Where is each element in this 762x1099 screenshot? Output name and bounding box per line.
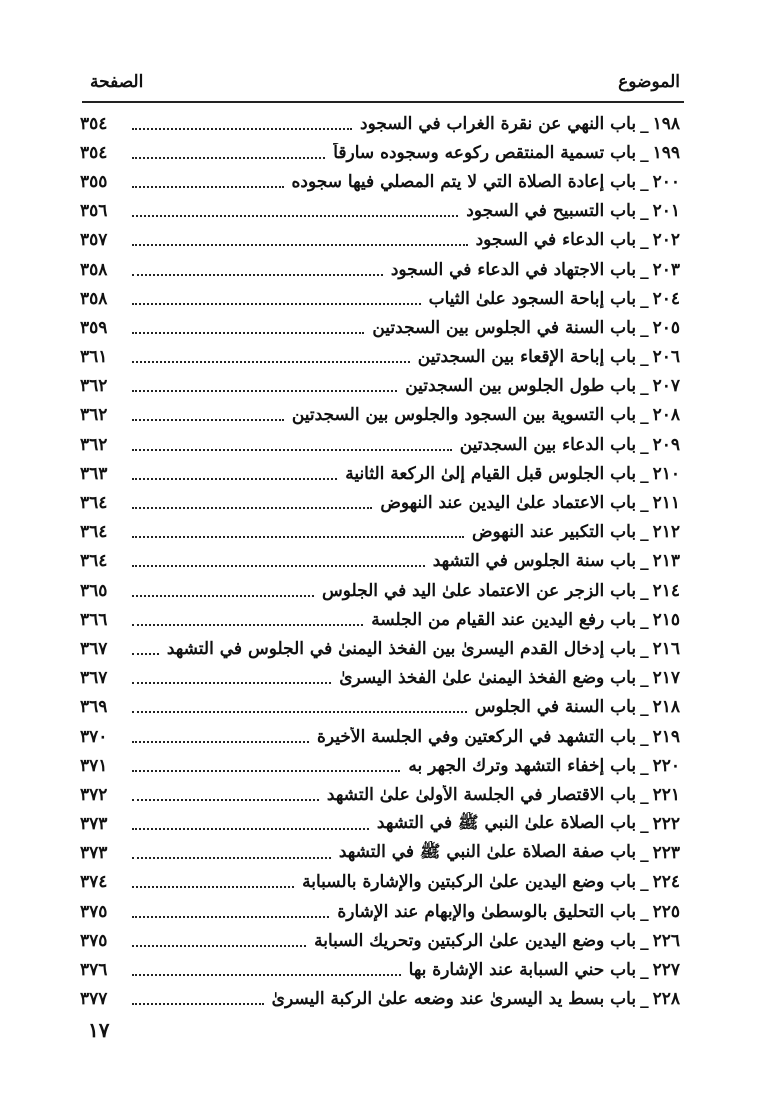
entry-dash: _ (640, 522, 649, 543)
entry-title: باب الاعتماد علىٰ اليدين عند النهوض (380, 493, 637, 514)
entry-page-number: ٣٦٤ (80, 522, 108, 543)
dot-leader (132, 916, 329, 918)
dot-leader (132, 536, 464, 538)
entry-dash: _ (640, 755, 649, 776)
entry-dash: _ (640, 347, 649, 368)
dot-leader (132, 128, 352, 130)
entry-page-number: ٣٥٥ (80, 171, 108, 192)
entry-title: باب وضع اليدين علىٰ الركبتين والإشارة بالسبابة (302, 872, 637, 893)
entry-number: ٢١٩ (652, 726, 680, 747)
entry-number: ٢٢١ (652, 784, 680, 805)
entry-page-number: ٣٦٧ (80, 668, 108, 689)
dot-leader (132, 974, 401, 976)
dot-leader (132, 449, 452, 451)
dot-leader (132, 186, 284, 188)
toc-entry (80, 780, 680, 809)
entry-dash: _ (640, 434, 649, 455)
entry-dash: _ (640, 872, 649, 893)
dot-leader (132, 157, 325, 159)
entry-title: باب السنة في الجلوس (474, 697, 637, 718)
entry-page-number: ٣٧٣ (80, 843, 108, 864)
entry-number: ١٩٩ (652, 142, 680, 163)
toc-entry (80, 488, 680, 517)
toc-entry (80, 313, 680, 342)
entry-page-number: ٣٦٢ (80, 405, 108, 426)
dot-leader (132, 828, 369, 830)
entry-number: ٢٢٦ (652, 930, 680, 951)
toc-entry (80, 926, 680, 955)
entry-number: ٢٠٢ (652, 230, 680, 251)
entry-dash: _ (640, 551, 649, 572)
entry-number: ٢٠٩ (652, 434, 680, 455)
entry-dash: _ (640, 463, 649, 484)
entry-title: باب حني السبابة عند الإشارة بها (408, 960, 637, 981)
entry-page-number: ٣٧٤ (80, 872, 108, 893)
entry-number: ٢١٢ (652, 522, 680, 543)
toc-entry (80, 430, 680, 459)
toc-entry (80, 897, 680, 926)
entry-title: باب الاجتهاد في الدعاء في السجود (390, 259, 637, 280)
entry-number: ٢١١ (652, 493, 680, 514)
entry-dash: _ (640, 201, 649, 222)
entry-title: باب تسمية المنتقص ركوعه وسجوده سارقاً (333, 142, 637, 163)
dot-leader (132, 332, 364, 334)
dot-leader (132, 741, 309, 743)
entry-number: ٢٠٠ (652, 171, 680, 192)
entry-title: باب الزجر عن الاعتماد علىٰ اليد في الجلوس (321, 580, 637, 601)
entry-number: ٢٠١ (652, 201, 680, 222)
toc-entry (80, 868, 680, 897)
entry-title: باب إخفاء التشهد وترك الجهر به (408, 755, 637, 776)
entry-number: ٢٠٧ (652, 376, 680, 397)
header-rule (82, 101, 684, 103)
entry-dash: _ (640, 259, 649, 280)
toc-entry (80, 547, 680, 576)
entry-dash: _ (640, 317, 649, 338)
dot-leader (132, 857, 331, 859)
toc-entry (80, 343, 680, 372)
toc-entry (80, 634, 680, 663)
page-column-label: الصفحة (90, 72, 144, 92)
entry-title: باب التسوية بين السجود والجلوس بين السجدتين (291, 405, 637, 426)
dot-leader (132, 595, 314, 597)
entry-title: باب إعادة الصلاة التي لا يتم المصلي فيها سجوده (291, 171, 637, 192)
entry-dash: _ (640, 171, 649, 192)
entry-page-number: ٣٧٢ (80, 784, 108, 805)
dot-leader (132, 215, 458, 217)
entry-dash: _ (640, 784, 649, 805)
entry-title: باب صفة الصلاة علىٰ النبي ﷺ في التشهد (338, 841, 637, 862)
entry-page-number: ٣٦٣ (80, 463, 108, 484)
entry-title: باب وضع اليدين علىٰ الركبتين وتحريك السبابة (314, 930, 637, 951)
entry-number: ٢٢٢ (652, 814, 680, 835)
entry-number: ٢٠٣ (652, 259, 680, 280)
toc-entry (80, 255, 680, 284)
entry-dash: _ (640, 697, 649, 718)
entry-dash: _ (640, 960, 649, 981)
entry-number: ٢٢٧ (652, 960, 680, 981)
entry-title: باب إباحة السجود علىٰ الثياب (428, 288, 637, 309)
dot-leader (132, 711, 467, 713)
entry-page-number: ٣٥٨ (80, 288, 108, 309)
entry-page-number: ٣٧١ (80, 755, 108, 776)
entry-number: ٢١٧ (652, 668, 680, 689)
entry-title: باب التسبيح في السجود (466, 201, 637, 222)
entry-dash: _ (640, 638, 649, 659)
toc-entry (80, 810, 680, 839)
entry-number: ٢٢٥ (652, 901, 680, 922)
entry-number: ٢٢٠ (652, 755, 680, 776)
toc-entry (80, 576, 680, 605)
entry-number: ٢٠٨ (652, 405, 680, 426)
dot-leader (132, 886, 294, 888)
entry-dash: _ (640, 930, 649, 951)
toc-entry (80, 109, 680, 138)
entry-page-number: ٣٦٧ (80, 638, 108, 659)
toc-entry (80, 518, 680, 547)
entry-number: ٢١٦ (652, 638, 680, 659)
entry-number: ٢٢٣ (652, 843, 680, 864)
toc-entry (80, 693, 680, 722)
topic-column-label: الموضوع (618, 72, 680, 92)
entry-title: باب الاقتصار في الجلسة الأولىٰ علىٰ التشهد (326, 784, 637, 805)
toc-entry (80, 751, 680, 780)
entry-page-number: ٣٦٩ (80, 697, 108, 718)
entry-page-number: ٣٧٧ (80, 989, 108, 1010)
entry-title: باب السنة في الجلوس بين السجدتين (372, 317, 637, 338)
dot-leader (132, 770, 400, 772)
dot-leader (132, 1003, 264, 1005)
dot-leader (132, 303, 421, 305)
entry-title: باب وضع الفخذ اليمنىٰ علىٰ الفخذ اليسرىٰ (339, 668, 637, 689)
entry-page-number: ٣٦٥ (80, 580, 108, 601)
dot-leader (132, 244, 468, 246)
entry-page-number: ٣٥٤ (80, 113, 108, 134)
entry-dash: _ (640, 843, 649, 864)
toc-entry (80, 226, 680, 255)
entry-title: باب التحليق بالوسطىٰ والإبهام عند الإشارة (337, 901, 637, 922)
entry-title: باب الصلاة علىٰ النبي ﷺ في التشهد (376, 812, 637, 833)
entry-number: ٢٠٥ (652, 317, 680, 338)
entry-dash: _ (640, 142, 649, 163)
toc-entry (80, 605, 680, 634)
entry-title: باب إدخال القدم اليسرىٰ بين الفخذ اليمنىٰ في الجلوس في التشهد (166, 638, 637, 659)
entry-title: باب التشهد في الركعتين وفي الجلسة الأخيرة (317, 726, 637, 747)
entry-dash: _ (640, 493, 649, 514)
entry-page-number: ٣٥٩ (80, 317, 108, 338)
entry-title: باب الدعاء في السجود (475, 230, 637, 251)
entry-dash: _ (640, 580, 649, 601)
entry-title: باب طول الجلوس بين السجدتين (405, 376, 637, 397)
entry-title: باب إباحة الإقعاء بين السجدتين (417, 347, 637, 368)
entry-page-number: ٣٦٦ (80, 609, 108, 630)
entry-number: ٢١٠ (652, 463, 680, 484)
entry-page-number: ٣٥٦ (80, 201, 108, 222)
entry-number: ١٩٨ (652, 113, 680, 134)
toc-entry (80, 664, 680, 693)
entry-page-number: ٣٧٥ (80, 901, 108, 922)
toc-entry (80, 138, 680, 167)
toc-entry (80, 955, 680, 984)
toc-entry (80, 459, 680, 488)
entry-dash: _ (640, 405, 649, 426)
toc-list (80, 109, 680, 1014)
entry-title: باب الجلوس قبل القيام إلىٰ الركعة الثانية (345, 463, 637, 484)
toc-entry (80, 167, 680, 196)
entry-page-number: ٣٦١ (80, 347, 108, 368)
entry-dash: _ (640, 668, 649, 689)
toc-entry (80, 985, 680, 1014)
entry-title: باب بسط يد اليسرىٰ عند وضعه علىٰ الركبة اليسرىٰ (271, 989, 637, 1010)
dot-leader (132, 945, 306, 947)
entry-title: باب التكبير عند النهوض (471, 522, 637, 543)
dot-leader (132, 653, 159, 655)
toc-entry (80, 197, 680, 226)
entry-dash: _ (640, 609, 649, 630)
entry-title: باب الدعاء بين السجدتين (459, 434, 637, 455)
entry-dash: _ (640, 726, 649, 747)
entry-page-number: ٣٦٤ (80, 493, 108, 514)
entry-dash: _ (640, 288, 649, 309)
entry-dash: _ (640, 376, 649, 397)
entry-number: ٢٠٤ (652, 288, 680, 309)
entry-page-number: ٣٥٨ (80, 259, 108, 280)
entry-number: ٢٢٤ (652, 872, 680, 893)
dot-leader (132, 419, 284, 421)
dot-leader (132, 274, 383, 276)
entry-dash: _ (640, 113, 649, 134)
entry-page-number: ٣٦٤ (80, 551, 108, 572)
entry-page-number: ٣٧٠ (80, 726, 108, 747)
entry-page-number: ٣٦٢ (80, 376, 108, 397)
entry-page-number: ٣٥٧ (80, 230, 108, 251)
dot-leader (132, 507, 372, 509)
entry-dash: _ (640, 901, 649, 922)
entry-number: ٢٠٦ (652, 347, 680, 368)
entry-page-number: ٣٧٦ (80, 960, 108, 981)
entry-dash: _ (640, 814, 649, 835)
entry-title: باب سنة الجلوس في التشهد (432, 551, 637, 572)
entry-number: ٢١٥ (652, 609, 680, 630)
dot-leader (132, 390, 397, 392)
dot-leader (132, 624, 363, 626)
entry-page-number: ٣٦٢ (80, 434, 108, 455)
entry-dash: _ (640, 989, 649, 1010)
entry-dash: _ (640, 230, 649, 251)
dot-leader (132, 361, 410, 363)
toc-entry (80, 372, 680, 401)
toc-entry (80, 839, 680, 868)
entry-title: باب النهي عن نقرة الغراب في السجود (360, 113, 637, 134)
dot-leader (132, 565, 425, 567)
entry-number: ٢٢٨ (652, 989, 680, 1010)
dot-leader (132, 478, 337, 480)
entry-number: ٢١٤ (652, 580, 680, 601)
dot-leader (132, 682, 331, 684)
entry-page-number: ٣٧٥ (80, 930, 108, 951)
page-number: ١٧ (88, 1018, 110, 1042)
entry-title: باب رفع اليدين عند القيام من الجلسة (371, 609, 637, 630)
entry-page-number: ٣٧٣ (80, 814, 108, 835)
toc-entry (80, 284, 680, 313)
toc-header (90, 62, 680, 92)
toc-entry (80, 722, 680, 751)
entry-page-number: ٣٥٤ (80, 142, 108, 163)
toc-entry (80, 401, 680, 430)
dot-leader (132, 799, 319, 801)
entry-number: ٢١٨ (652, 697, 680, 718)
entry-number: ٢١٣ (652, 551, 680, 572)
